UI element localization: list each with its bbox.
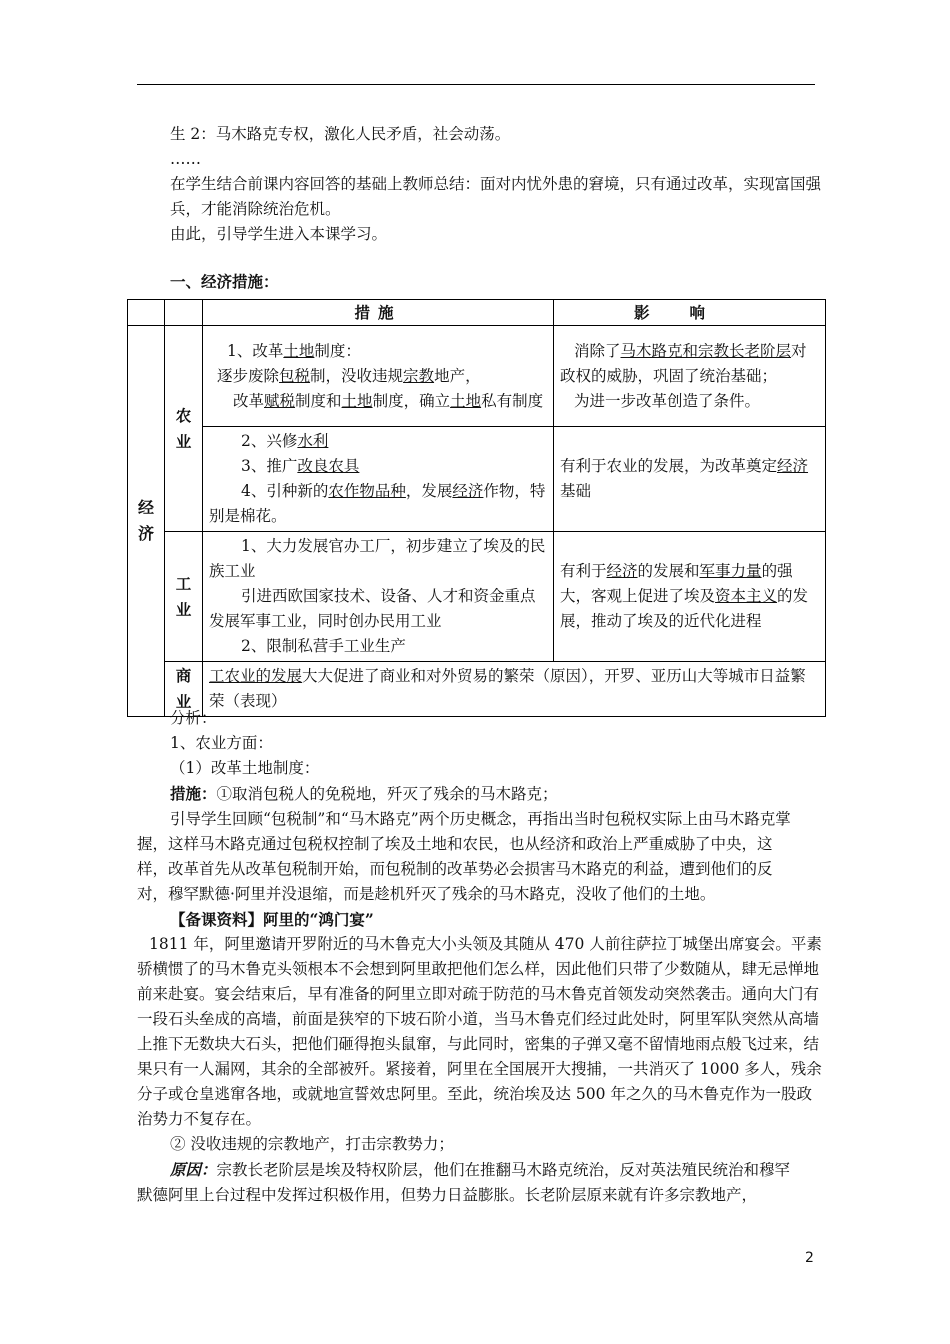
text-u: 经济: [606, 562, 638, 580]
industry-impact: [554, 532, 826, 662]
text: 制度：: [314, 341, 361, 360]
text: 改革: [233, 391, 265, 410]
measure-text: ①取消包税人的免税地，歼灭了残余的马木路克；: [216, 785, 558, 803]
teacher-summary-text: 在学生结合前课内容回答的基础上教师总结：面对内忧外患的窘境，只有通过改革，实现富国强兵，才能消除统治危机。: [170, 175, 822, 218]
table-header-row: [128, 300, 826, 326]
text: 引进西欧国家技术、设备、人才和资金重点发展军事工业，同时创办民用工业: [209, 587, 536, 630]
analysis-section: [137, 706, 825, 1208]
analysis-p1: 1、农业方面：: [170, 734, 273, 752]
guide-paragraph: 引导学生回顾“包税制”和“马木路克”两个历史概念，再指出当时包税权实际上由马木路克掌握，这样马木路克通过包税权控制了埃及土地和农民，也从经济和政治上严重威胁了中央，这样，改革首先从改革包税制开始，而包税制的改革势必会损害马木路克的利益，遭到他们的反对，穆罕默德·阿里并没退缩，而是趁机歼灭了残余的马木路克，没收了他们的土地。: [137, 810, 791, 903]
text-u: 改良农具: [297, 457, 360, 475]
economy-label: [128, 326, 165, 717]
text-u: 赋税: [264, 391, 296, 410]
text: 的强大，客观上促进了埃及: [560, 562, 793, 605]
agri-impact-1: [554, 326, 826, 427]
analysis-p2: （1）改革土地制度：: [170, 759, 320, 777]
text-u: 水利: [297, 432, 329, 450]
economy-text: 经济: [138, 498, 155, 543]
text: 4、引种新的: [241, 482, 329, 500]
text: 制度和: [295, 391, 342, 410]
table-row: [128, 326, 826, 427]
text: 制度，确立: [372, 391, 451, 410]
student2-line: 生 2：马木路克专权，激化人民矛盾，社会动荡。: [170, 125, 511, 143]
analysis-title: 分析：: [170, 709, 217, 727]
industry-label: [165, 532, 203, 662]
agri-char-2: 业: [175, 431, 192, 451]
ind-char-2: 业: [175, 599, 192, 619]
measure-label: 措施：: [170, 784, 217, 803]
text: 1、大力发展官办工厂，初步建立了埃及的民族工业: [209, 537, 546, 580]
text: 有利于: [560, 562, 607, 580]
text: 3、推广: [241, 457, 298, 475]
text-u: 马木路克和宗教长老阶层: [620, 341, 792, 360]
material-paragraph: 1811 年，阿里邀请开罗附近的马木鲁克大小头领及其随从 470 人前往萨拉丁城堡出席宴会。平素骄横惯了的马木鲁克头领根本不会想到阿里敢把他们怎么样，因此他们只带了少数随从，肆无忌惮地前来赴宴。宴会结束后，早有准备的阿里立即对疏于防范的马木鲁克首领发动突然袭击。通向大门有一段石头垒成的高墙，前面是狭窄的下坡石阶小道，当马木鲁克们经过此处时，阿里军队突然从高墙上推下无数块大石头，把他们砸得抱头鼠窜，与此同时，密集的子弹又毫不留情地雨点般飞过来，结果只有一人漏网，其余的全部被歼。紧接着，阿里在全国展开大搜捕，一共消灭了 1000 多人，残余分子或仓皇逃窜各地，或就地宣誓效忠阿里。至此，统治埃及达 500 年之久的马木鲁克作为一股政治势力不复存在。: [137, 935, 822, 1128]
text: 基础: [560, 482, 592, 500]
text: 作物，特别是棉花。: [209, 482, 546, 525]
material-title: 【备课资料】阿里的“鸿门宴”: [170, 910, 374, 929]
com-char-2: 业: [175, 692, 192, 711]
economic-measures-table: [127, 299, 826, 717]
header-rule: [137, 84, 815, 85]
text: 为进一步改革创造了条件。: [574, 391, 761, 410]
text: 消除了: [574, 341, 621, 360]
lead-line: 由此，引导学生进入本课学习。: [170, 225, 388, 243]
agriculture-label: [165, 326, 203, 532]
ellipsis: ……: [170, 150, 201, 168]
reason-text: 宗教长老阶层是埃及特权阶层，他们在推翻马木路克统治，反对英法殖民统治和穆罕默德阿里上台过程中发挥过积极作用，但势力日益膨胀。长老阶层原来就有许多宗教地产，: [137, 1161, 791, 1204]
text-u: 宗教: [403, 366, 435, 385]
text-u: 包税: [279, 366, 311, 385]
text: 2、兴修: [241, 432, 298, 450]
text: 的发展，推动了埃及的近代化进程: [560, 587, 809, 630]
text: 私有制度: [481, 391, 544, 410]
text: 地产，: [434, 366, 481, 385]
text-u: 土地: [283, 341, 315, 360]
table-row: [128, 532, 826, 662]
text-u: 农作物品种: [328, 482, 406, 500]
text: ，发展: [405, 482, 453, 500]
section-heading: 一、经济措施：: [170, 272, 279, 291]
text: 2、限制私营手工业生产: [241, 637, 406, 655]
com-char-1: 商: [175, 666, 192, 685]
ind-char-1: 工: [175, 573, 192, 593]
text-u: 经济: [777, 457, 809, 475]
text-u: 军事力量: [699, 562, 762, 580]
agri-impact-2: [554, 427, 826, 532]
text: 大大促进了商业和对外贸易的繁荣（原因），开罗、亚历山大等城市日益繁荣（表现）: [209, 667, 806, 710]
header-measures: 措施: [203, 300, 554, 326]
text: 制，没收违规: [310, 366, 404, 385]
industry-measures: [203, 532, 554, 662]
agri-measure-1: [203, 326, 554, 427]
text: 1、改革: [227, 341, 284, 360]
teacher-summary: [170, 172, 825, 222]
text-u: 土地: [341, 391, 373, 410]
text: 有利于农业的发展，为改革奠定: [560, 457, 778, 475]
table-row: [128, 427, 826, 532]
text-u: 经济: [452, 482, 484, 500]
text-u: 土地: [450, 391, 482, 410]
text-u: 资本主义: [715, 587, 778, 605]
agri-measure-2: [203, 427, 554, 532]
text: 的发展和: [637, 562, 700, 580]
measure2-line: ② 没收违规的宗教地产，打击宗教势力；: [170, 1135, 454, 1153]
agri-char-1: 农: [175, 405, 192, 425]
text-u: 工农业的发展: [209, 667, 303, 685]
header-impact: 影响: [554, 300, 826, 326]
reason-label: 原因：: [170, 1160, 217, 1179]
measure-line: [170, 781, 825, 807]
text: 对政权的威胁，巩固了统治基础；: [560, 341, 807, 385]
page-number: 2: [805, 1250, 814, 1266]
text: 逐步废除: [217, 366, 280, 385]
intro-section: [170, 122, 825, 294]
reason-paragraph: [137, 1157, 792, 1208]
